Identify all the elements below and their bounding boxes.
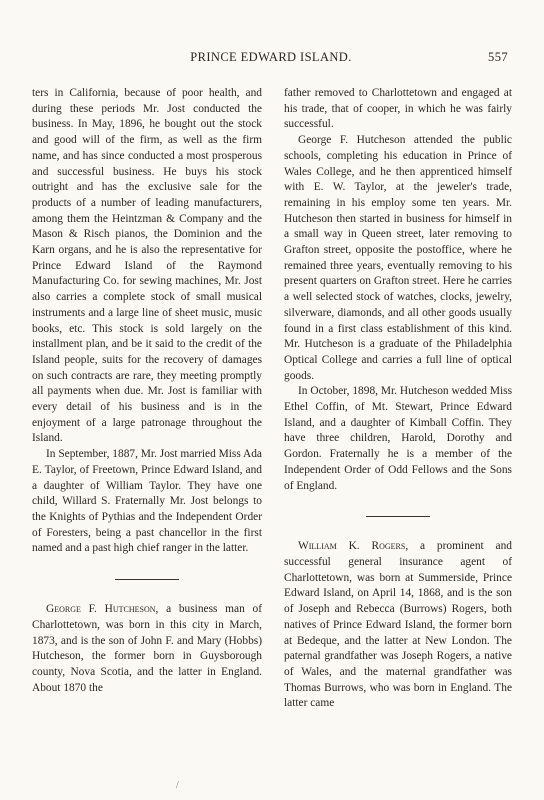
section-divider (115, 579, 179, 580)
paragraph-jost-business: ters in California, because of poor health, and during these periods Mr. Jost conducted the business. In May, 1896, he bought out the stock and good will of the firm, as well as the firm name, and has since conducted a most prosperous and successful business. He buys his stock outright and has the exclusive sale for the products of a number of leading manufacturers, among them the Heintzman & Company and the Mason & Risch pianos, the Dominion and the Karn organs, and he is also the representative for Prince Edward Island of the Raymond Manufacturing Co. for sewing machines, Mr. Jost also carries a complete stock of small musical instruments and a large line of sheet music, music books, etc. This stock is sold largely on the installment plan, and be it said to the credit of the Island people, suits for the recovery of damages on such contracts are rare, they meeting promptly all payments when due. Mr. Jost is familiar with every detail of his business and is in the enjoyment of a large patronage throughout the Island. (32, 87, 262, 445)
biography-text: , a prominent and successful general insurance agent of Charlottetown, was born at Summerside, Prince Edward Island, on April 14, 1868, and is the son of Joseph and Rebecca (Burrows) Rogers, both natives of Prince Edward Island, the former born at Bedeque, and the latter at New London. The paternal grandfather was Joseph Rogers, a native of Wales, and the maternal grandfather was Thomas Burrows, who was born in England. The latter came (284, 540, 512, 710)
page-number: 557 (488, 50, 508, 64)
paragraph-rogers-intro (284, 539, 512, 712)
biography-name: George F. Hutcheson (46, 603, 156, 616)
paragraph-jost-marriage: In September, 1887, Mr. Jost married Miss Ada E. Taylor, of Freetown, Prince Edward Island, and a daughter of William Taylor. They have one child, Willard S. Fraternally Mr. Jost belongs to the Knights of Pythias and the Independent Order of Foresters, being a past chancellor in the first named and a past high chief ranger in the latter. (32, 448, 262, 555)
paragraph-hutcheson-marriage: In October, 1898, Mr. Hutcheson wedded Miss Ethel Coffin, of Mt. Stewart, Prince Edward Island, and a daughter of Kimball Coffin. They have three children, Harold, Dorothy and Gordon. Fraternally he is a member of the Independent Order of Odd Fellows and the Sons of England. (284, 385, 512, 492)
biography-name: William K. Rogers (298, 540, 406, 553)
paragraph-hutcheson-father: father removed to Charlottetown and engaged at his trade, that of cooper, in which he was fairly successful. (284, 87, 512, 131)
page-title: PRINCE EDWARD ISLAND. (190, 50, 352, 64)
left-column (32, 86, 262, 696)
right-column (284, 86, 512, 712)
running-header (34, 50, 508, 68)
biography-text: , a business man of Charlottetown, was born in this city in March, 1873, and is the son of John F. and Mary (Hobbs) Hutcheson, the former born in Guysborough county, Nova Scotia, and the latter in England. About 1870 the (32, 603, 262, 694)
stray-mark: / (176, 780, 179, 791)
paragraph-hutcheson-career: George F. Hutcheson attended the public schools, completing his education in Prince of Wales College, and he then apprenticed himself with E. W. Taylor, at the jeweler's trade, remaining in his employ some ten years. Mr. Hutcheson then started in business for himself in a small way in Queen street, later removing to Grafton street, opposite the postoffice, where he remained three years, eventually removing to his present quarters on Grafton street. Here he carries a well selected stock of watches, clocks, jewelry, silverware, diamonds, and all other goods usually found in a first class establishment of this kind. Mr. Hutcheson is a graduate of the Philadelphia Optical College and carries a full line of optical goods. (284, 134, 512, 382)
section-divider (366, 516, 430, 517)
paragraph-hutcheson-intro (32, 602, 262, 696)
